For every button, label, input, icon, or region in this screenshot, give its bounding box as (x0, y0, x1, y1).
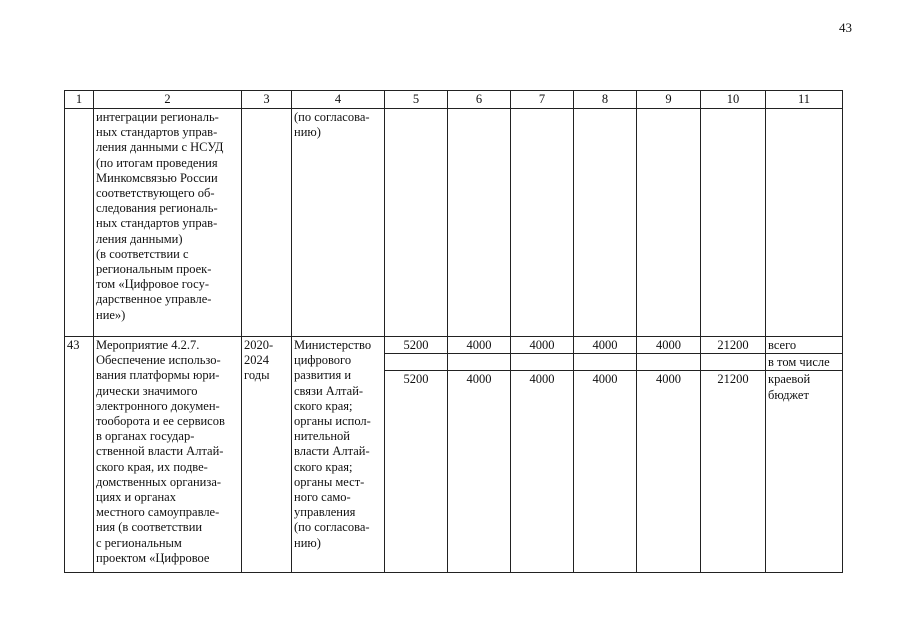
description-line: домственных организа- (96, 474, 222, 489)
executor-line: (по согласова- (294, 110, 370, 124)
row-number-cell (65, 109, 94, 337)
header-cell: 9 (637, 91, 701, 109)
value-cell (385, 354, 448, 371)
value-cell: 4000 (511, 371, 574, 573)
executor-line: ного само- (294, 490, 351, 505)
description-line: местного самоуправле- (96, 505, 220, 520)
header-cell: 11 (766, 91, 843, 109)
header-cell: 5 (385, 91, 448, 109)
header-cell: 1 (65, 91, 94, 109)
source-cell (766, 371, 843, 573)
executor-line: ского края; (294, 398, 353, 413)
description-line: дически значимого (96, 383, 198, 398)
header-cell: 3 (242, 91, 292, 109)
executor-line: управления (294, 505, 356, 520)
value-cell: 4000 (448, 337, 511, 354)
header-row (65, 91, 843, 109)
source-cell (766, 109, 843, 337)
description-line: ных стандартов управ- (96, 125, 218, 140)
description-line: проектом «Цифровое (96, 550, 210, 565)
executor-line: органы испол- (294, 414, 371, 429)
value-cell: 21200 (701, 371, 766, 573)
description-line: ных стандартов управ- (96, 216, 218, 231)
description-line: соответствующего об- (96, 186, 215, 201)
continued-row (65, 109, 843, 337)
value-cell (574, 354, 637, 371)
executor-line: (по согласова- (294, 520, 370, 535)
value-cell (637, 109, 701, 337)
value-cell (701, 109, 766, 337)
header-cell: 7 (511, 91, 574, 109)
value-cell (385, 109, 448, 337)
description-line: (в соответствии с (96, 246, 189, 261)
program-table (64, 90, 843, 573)
description-line: интеграции региональ- (96, 110, 219, 124)
period-cell (242, 109, 292, 337)
executor-line: ского края; (294, 459, 353, 474)
description-line: в органах государ- (96, 429, 195, 444)
header-cell: 2 (94, 91, 242, 109)
value-cell (637, 354, 701, 371)
description-cell (94, 109, 242, 337)
description-line: (по итогам проведения (96, 155, 218, 170)
header-cell: 6 (448, 91, 511, 109)
row-number-cell: 43 (65, 337, 94, 573)
description-line: ственной власти Алтай- (96, 444, 224, 459)
description-line: том «Цифровое госу- (96, 277, 209, 292)
value-cell: 5200 (385, 337, 448, 354)
description-line: Минкомсвязью России (96, 170, 218, 185)
period-line: годы (244, 368, 270, 383)
executor-line: органы мест- (294, 474, 365, 489)
executor-line: власти Алтай- (294, 444, 370, 459)
value-cell: 4000 (574, 337, 637, 354)
header-cell: 4 (292, 91, 385, 109)
header-cell: 8 (574, 91, 637, 109)
description-line: с региональным (96, 535, 182, 550)
executor-line: развития и (294, 368, 352, 383)
value-cell: 4000 (574, 371, 637, 573)
description-line: ского края, их подве- (96, 459, 208, 474)
description-line: Мероприятие 4.2.7. (96, 338, 200, 352)
source-cell: в том числе (766, 354, 843, 371)
description-line: электронного докумен- (96, 398, 220, 413)
executor-cell (292, 109, 385, 337)
value-cell (511, 109, 574, 337)
period-line: 2020- (244, 338, 274, 352)
description-line: Обеспечение использо- (96, 353, 221, 368)
value-cell: 21200 (701, 337, 766, 354)
value-cell (574, 109, 637, 337)
executor-line: нительной (294, 429, 350, 444)
period-line: 2024 (244, 353, 269, 368)
value-cell: 4000 (637, 337, 701, 354)
value-cell: 4000 (448, 371, 511, 573)
description-line: ления данными с НСУД (96, 140, 224, 155)
description-line: циях и органах (96, 490, 176, 505)
value-cell: 4000 (637, 371, 701, 573)
description-line: ние») (96, 307, 126, 322)
value-cell: 5200 (385, 371, 448, 573)
value-cell (701, 354, 766, 371)
page-number: 43 (839, 20, 852, 35)
value-cell (511, 354, 574, 371)
period-cell (242, 337, 292, 573)
executor-cell (292, 337, 385, 573)
source-line: бюджет (768, 387, 809, 402)
value-cell: 4000 (511, 337, 574, 354)
value-cell (448, 354, 511, 371)
description-line: следования региональ- (96, 201, 218, 216)
source-cell: всего (766, 337, 843, 354)
executor-line: нию) (294, 535, 321, 550)
value-cell (448, 109, 511, 337)
description-line: тооборота и ее сервисов (96, 414, 225, 429)
description-line: ния (в соответствии (96, 520, 203, 535)
executor-line: нию) (294, 125, 321, 140)
executor-line: цифрового (294, 353, 352, 368)
executor-line: Министерство (294, 338, 372, 352)
description-line: вания платформы юри- (96, 368, 220, 383)
source-line: краевой (768, 372, 811, 387)
description-line: ления данными) (96, 231, 183, 246)
description-cell (94, 337, 242, 573)
row-43-total (65, 337, 843, 354)
executor-line: связи Алтай- (294, 383, 364, 398)
description-line: региональным проек- (96, 262, 212, 277)
header-cell: 10 (701, 91, 766, 109)
description-line: дарственное управле- (96, 292, 212, 307)
